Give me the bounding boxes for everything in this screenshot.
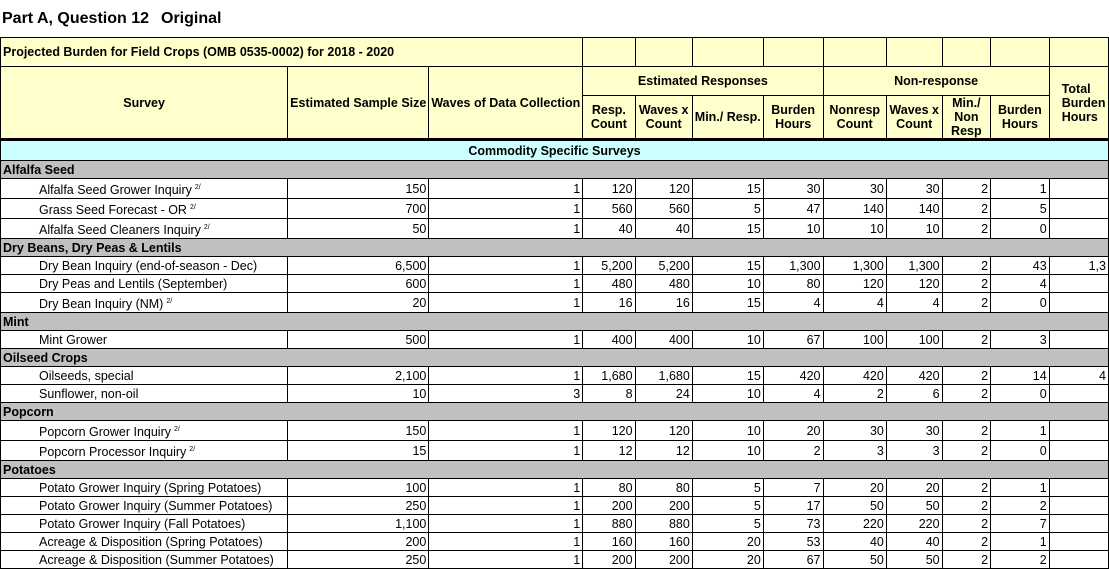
survey-name: Oilseeds, special <box>39 368 134 383</box>
value-cell: 80 <box>583 479 635 497</box>
survey-name: Acreage & Disposition (Spring Potatoes) <box>39 534 263 549</box>
value-cell: 100 <box>823 331 886 349</box>
table-row <box>1 515 1109 533</box>
value-cell: 120 <box>635 421 692 441</box>
table-row <box>1 385 1109 403</box>
survey-name-cell <box>1 515 288 533</box>
value-cell: 50 <box>886 551 942 569</box>
value-cell: 1,300 <box>763 257 823 275</box>
survey-name: Grass Seed Forecast - OR <box>39 202 187 217</box>
value-cell: 150 <box>288 179 429 199</box>
page-heading <box>0 0 1109 37</box>
value-cell: 1 <box>991 533 1050 551</box>
footnote-marker: 2/ <box>174 425 180 433</box>
value-cell: 2 <box>942 515 991 533</box>
heading-label: Original <box>161 10 222 27</box>
heading-part: Part A, Question 12 <box>2 10 149 27</box>
header-resp-count: Resp. Count <box>583 96 635 140</box>
survey-name-cell <box>1 275 288 293</box>
value-cell: 14 <box>991 367 1050 385</box>
survey-name-cell <box>1 331 288 349</box>
survey-name: Dry Bean Inquiry (NM) <box>39 296 164 311</box>
value-cell: 15 <box>692 367 763 385</box>
survey-name: Potato Grower Inquiry (Spring Potatoes) <box>39 480 262 495</box>
value-cell: 7 <box>991 515 1050 533</box>
header-survey: Survey <box>1 67 288 140</box>
value-cell <box>1049 515 1108 533</box>
value-cell: 160 <box>635 533 692 551</box>
value-cell: 1 <box>429 441 583 461</box>
value-cell: 16 <box>635 293 692 313</box>
survey-name-cell <box>1 179 288 199</box>
value-cell: 50 <box>823 551 886 569</box>
table-row <box>1 551 1109 569</box>
footnote-marker: 2/ <box>189 203 196 211</box>
survey-name: Dry Peas and Lentils (September) <box>39 276 228 291</box>
value-cell: 67 <box>763 331 823 349</box>
survey-name-cell <box>1 551 288 569</box>
survey-name: Alfalfa Seed Cleaners Inquiry <box>39 222 201 237</box>
table-row <box>1 497 1109 515</box>
value-cell <box>1049 275 1108 293</box>
value-cell: 5 <box>692 497 763 515</box>
value-cell: 140 <box>823 199 886 219</box>
value-cell: 1 <box>429 421 583 441</box>
value-cell: 480 <box>583 275 635 293</box>
value-cell: 15 <box>692 179 763 199</box>
value-cell: 3 <box>886 441 942 461</box>
value-cell: 50 <box>288 219 429 239</box>
value-cell: 1 <box>429 199 583 219</box>
value-cell: 2 <box>763 441 823 461</box>
header-waves-x-count-nonresp: Waves x Count <box>886 96 942 140</box>
survey-name: Alfalfa Seed Grower Inquiry <box>39 182 192 197</box>
value-cell <box>1049 219 1108 239</box>
value-cell: 8 <box>583 385 635 403</box>
value-cell: 2 <box>942 219 991 239</box>
value-cell: 6,500 <box>288 257 429 275</box>
header-nonresp-count: Nonresp Count <box>823 96 886 140</box>
value-cell: 160 <box>583 533 635 551</box>
value-cell: 200 <box>635 551 692 569</box>
value-cell: 3 <box>429 385 583 403</box>
value-cell: 880 <box>635 515 692 533</box>
value-cell: 600 <box>288 275 429 293</box>
value-cell: 6 <box>886 385 942 403</box>
value-cell: 1 <box>429 219 583 239</box>
value-cell: 20 <box>288 293 429 313</box>
header-min-non-resp: Min./ Non Resp <box>942 96 991 140</box>
table-row <box>1 479 1109 497</box>
header-min-resp: Min./ Resp. <box>692 96 763 140</box>
value-cell: 20 <box>692 551 763 569</box>
value-cell: 0 <box>991 219 1050 239</box>
value-cell: 7 <box>763 479 823 497</box>
survey-name: Mint Grower <box>39 332 108 347</box>
value-cell: 80 <box>635 479 692 497</box>
table-row <box>1 367 1109 385</box>
survey-name-cell <box>1 421 288 441</box>
value-cell: 1,3 <box>1049 257 1108 275</box>
survey-name: Potato Grower Inquiry (Fall Potatoes) <box>39 516 246 531</box>
value-cell: 10 <box>886 219 942 239</box>
value-cell <box>1049 331 1108 349</box>
value-cell: 200 <box>583 497 635 515</box>
value-cell: 480 <box>635 275 692 293</box>
value-cell <box>1049 385 1108 403</box>
value-cell: 2 <box>942 179 991 199</box>
value-cell: 500 <box>288 331 429 349</box>
value-cell: 15 <box>692 219 763 239</box>
value-cell: 80 <box>763 275 823 293</box>
table-row <box>1 219 1109 239</box>
header-burden-hours: Burden Hours <box>763 96 823 140</box>
value-cell: 40 <box>583 219 635 239</box>
value-cell: 1,100 <box>288 515 429 533</box>
value-cell: 400 <box>583 331 635 349</box>
value-cell <box>1049 533 1108 551</box>
value-cell <box>1049 199 1108 219</box>
value-cell: 2 <box>942 293 991 313</box>
value-cell: 880 <box>583 515 635 533</box>
value-cell: 5 <box>692 515 763 533</box>
value-cell: 200 <box>635 497 692 515</box>
value-cell: 3 <box>823 441 886 461</box>
table-row <box>1 441 1109 461</box>
value-cell: 220 <box>886 515 942 533</box>
value-cell: 20 <box>763 421 823 441</box>
value-cell: 24 <box>635 385 692 403</box>
survey-name-cell <box>1 385 288 403</box>
value-cell: 120 <box>635 179 692 199</box>
value-cell: 10 <box>692 275 763 293</box>
value-cell: 5 <box>991 199 1050 219</box>
value-cell: 1 <box>429 179 583 199</box>
header-sample-size: Estimated Sample Size <box>288 67 429 140</box>
survey-name-cell <box>1 479 288 497</box>
value-cell: 15 <box>692 293 763 313</box>
value-cell: 50 <box>886 497 942 515</box>
value-cell: 420 <box>823 367 886 385</box>
table-row <box>1 421 1109 441</box>
burden-table <box>0 37 1109 569</box>
table-title: Projected Burden for Field Crops (OMB 0535-0002) for 2018 - 2020 <box>1 38 583 67</box>
value-cell: 1 <box>429 551 583 569</box>
value-cell: 200 <box>288 533 429 551</box>
value-cell: 15 <box>288 441 429 461</box>
category-heading: Potatoes <box>1 461 1109 479</box>
value-cell: 1 <box>429 257 583 275</box>
value-cell: 1 <box>991 479 1050 497</box>
table-row <box>1 293 1109 313</box>
value-cell: 1 <box>429 533 583 551</box>
value-cell: 12 <box>583 441 635 461</box>
category-heading: Alfalfa Seed <box>1 161 1109 179</box>
survey-name-cell <box>1 441 288 461</box>
header-burden-hours-nonresp: Burden Hours <box>991 96 1050 140</box>
value-cell: 73 <box>763 515 823 533</box>
value-cell: 16 <box>583 293 635 313</box>
value-cell <box>1049 179 1108 199</box>
category-heading: Mint <box>1 313 1109 331</box>
value-cell: 4 <box>763 385 823 403</box>
value-cell <box>1049 421 1108 441</box>
survey-name-cell <box>1 199 288 219</box>
value-cell: 1,300 <box>886 257 942 275</box>
header-waves-x-count: Waves x Count <box>635 96 692 140</box>
value-cell: 10 <box>763 219 823 239</box>
value-cell: 10 <box>692 385 763 403</box>
value-cell: 5 <box>692 479 763 497</box>
header-waves: Waves of Data Collection <box>429 67 583 140</box>
category-heading: Popcorn <box>1 403 1109 421</box>
value-cell: 420 <box>886 367 942 385</box>
header-estimated-responses: Estimated Responses <box>583 67 823 96</box>
value-cell: 4 <box>763 293 823 313</box>
value-cell: 15 <box>692 257 763 275</box>
value-cell: 560 <box>635 199 692 219</box>
survey-name: Popcorn Grower Inquiry <box>39 424 172 439</box>
value-cell: 50 <box>823 497 886 515</box>
value-cell: 120 <box>823 275 886 293</box>
survey-name: Popcorn Processor Inquiry <box>39 444 187 459</box>
value-cell <box>1049 479 1108 497</box>
value-cell: 1 <box>429 331 583 349</box>
value-cell: 1 <box>991 421 1050 441</box>
value-cell: 2 <box>942 497 991 515</box>
value-cell: 100 <box>886 331 942 349</box>
value-cell: 250 <box>288 551 429 569</box>
value-cell: 30 <box>886 421 942 441</box>
value-cell: 20 <box>823 479 886 497</box>
value-cell: 120 <box>583 179 635 199</box>
survey-name-cell <box>1 367 288 385</box>
value-cell: 2 <box>942 533 991 551</box>
value-cell: 4 <box>886 293 942 313</box>
value-cell: 2 <box>942 421 991 441</box>
footnote-marker: 2/ <box>166 297 173 305</box>
value-cell: 30 <box>823 179 886 199</box>
value-cell: 1,680 <box>635 367 692 385</box>
value-cell: 10 <box>288 385 429 403</box>
value-cell: 40 <box>635 219 692 239</box>
value-cell: 10 <box>692 421 763 441</box>
value-cell: 10 <box>692 441 763 461</box>
value-cell: 2 <box>942 257 991 275</box>
value-cell <box>1049 497 1108 515</box>
value-cell: 2 <box>942 367 991 385</box>
value-cell: 0 <box>991 441 1050 461</box>
value-cell: 250 <box>288 497 429 515</box>
value-cell: 0 <box>991 385 1050 403</box>
survey-name-cell <box>1 497 288 515</box>
value-cell: 1 <box>429 275 583 293</box>
value-cell: 1 <box>429 515 583 533</box>
value-cell: 4 <box>823 293 886 313</box>
value-cell: 2,100 <box>288 367 429 385</box>
table-row <box>1 533 1109 551</box>
value-cell: 2 <box>942 479 991 497</box>
value-cell: 1 <box>429 367 583 385</box>
value-cell: 12 <box>635 441 692 461</box>
table-row <box>1 275 1109 293</box>
value-cell: 40 <box>886 533 942 551</box>
value-cell: 2 <box>991 551 1050 569</box>
value-cell: 2 <box>942 199 991 219</box>
value-cell: 5,200 <box>583 257 635 275</box>
value-cell: 1 <box>429 497 583 515</box>
footnote-marker: 2/ <box>203 223 210 231</box>
value-cell: 10 <box>823 219 886 239</box>
value-cell: 4 <box>1049 367 1108 385</box>
value-cell <box>1049 293 1108 313</box>
survey-name: Acreage & Disposition (Summer Potatoes) <box>39 552 274 567</box>
value-cell: 20 <box>692 533 763 551</box>
table-row <box>1 179 1109 199</box>
value-cell: 20 <box>886 479 942 497</box>
value-cell: 700 <box>288 199 429 219</box>
value-cell: 5,200 <box>635 257 692 275</box>
value-cell: 4 <box>991 275 1050 293</box>
value-cell: 1,300 <box>823 257 886 275</box>
value-cell: 120 <box>583 421 635 441</box>
value-cell: 120 <box>886 275 942 293</box>
value-cell: 140 <box>886 199 942 219</box>
value-cell: 43 <box>991 257 1050 275</box>
survey-name-cell <box>1 219 288 239</box>
value-cell: 200 <box>583 551 635 569</box>
value-cell: 2 <box>942 551 991 569</box>
footnote-marker: 2/ <box>194 183 201 191</box>
value-cell: 220 <box>823 515 886 533</box>
table-row <box>1 257 1109 275</box>
value-cell: 30 <box>886 179 942 199</box>
value-cell: 5 <box>692 199 763 219</box>
table-row <box>1 199 1109 219</box>
value-cell: 2 <box>942 331 991 349</box>
value-cell <box>1049 441 1108 461</box>
value-cell: 2 <box>823 385 886 403</box>
value-cell: 560 <box>583 199 635 219</box>
header-total-burden: Total Burden Hours <box>1049 67 1108 140</box>
value-cell: 150 <box>288 421 429 441</box>
survey-name-cell <box>1 293 288 313</box>
survey-name: Sunflower, non-oil <box>39 386 139 401</box>
value-cell: 3 <box>991 331 1050 349</box>
value-cell <box>1049 551 1108 569</box>
value-cell: 17 <box>763 497 823 515</box>
survey-name: Potato Grower Inquiry (Summer Potatoes) <box>39 498 273 513</box>
value-cell: 2 <box>991 497 1050 515</box>
value-cell: 1 <box>429 479 583 497</box>
value-cell: 400 <box>635 331 692 349</box>
value-cell: 1 <box>991 179 1050 199</box>
value-cell: 0 <box>991 293 1050 313</box>
value-cell: 2 <box>942 385 991 403</box>
value-cell: 1 <box>429 293 583 313</box>
value-cell: 53 <box>763 533 823 551</box>
value-cell: 2 <box>942 275 991 293</box>
table-row <box>1 331 1109 349</box>
value-cell: 2 <box>942 441 991 461</box>
value-cell: 30 <box>823 421 886 441</box>
value-cell: 10 <box>692 331 763 349</box>
value-cell: 40 <box>823 533 886 551</box>
category-heading: Dry Beans, Dry Peas & Lentils <box>1 239 1109 257</box>
value-cell: 47 <box>763 199 823 219</box>
value-cell: 67 <box>763 551 823 569</box>
survey-name-cell <box>1 257 288 275</box>
survey-name-cell <box>1 533 288 551</box>
value-cell: 1,680 <box>583 367 635 385</box>
category-heading: Oilseed Crops <box>1 349 1109 367</box>
header-non-response: Non-response <box>823 67 1049 96</box>
section-title: Commodity Specific Surveys <box>1 140 1109 161</box>
footnote-marker: 2/ <box>189 445 196 453</box>
survey-name: Dry Bean Inquiry (end-of-season - Dec) <box>39 258 258 273</box>
value-cell: 30 <box>763 179 823 199</box>
value-cell: 100 <box>288 479 429 497</box>
value-cell: 420 <box>763 367 823 385</box>
